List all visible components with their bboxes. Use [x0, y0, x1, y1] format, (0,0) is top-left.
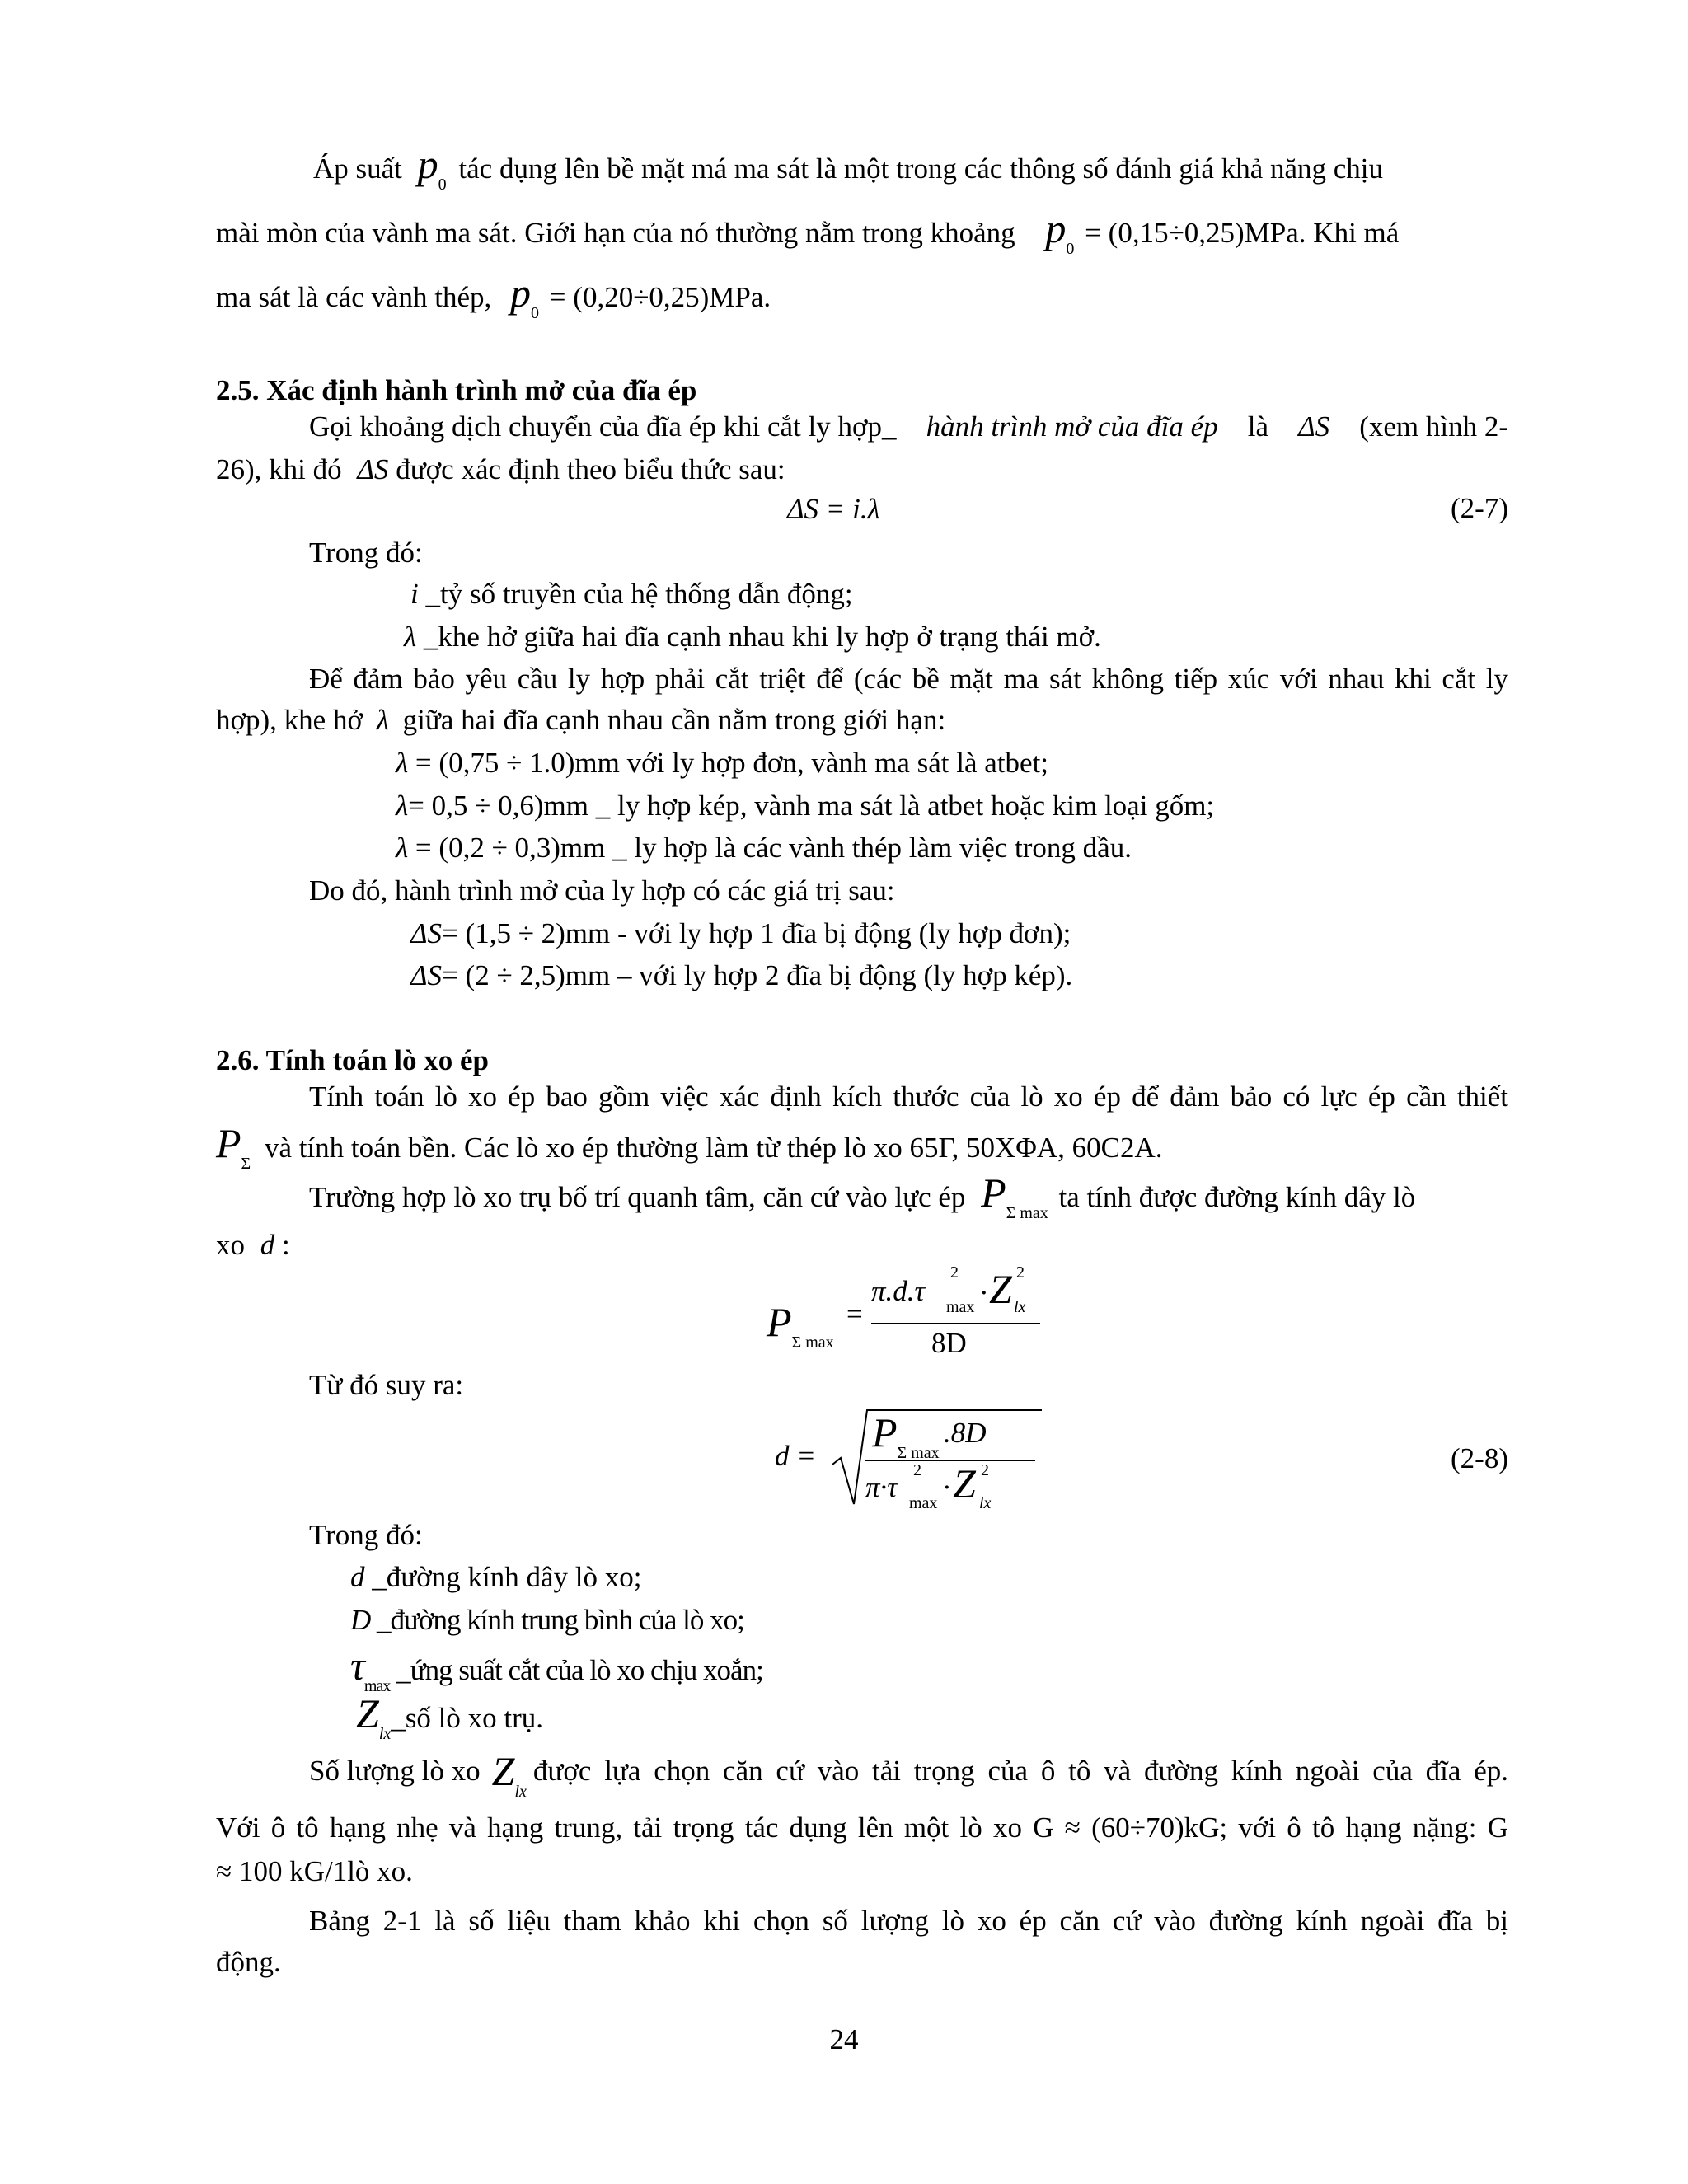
fraction-bar	[871, 1323, 1040, 1324]
text: = (2 ÷ 2,5)mm – với ly hợp 2 đĩa bị động (ly hợp kép).	[442, 959, 1073, 991]
page-number: 24	[829, 2023, 859, 2055]
p0-symbol	[1045, 205, 1075, 258]
s25-line-5: Do đó, hành trình mở của ly hợp có các giá trị sau:	[309, 874, 895, 907]
text: _số lò xo trụ.	[391, 1702, 543, 1734]
def-Z	[356, 1690, 543, 1751]
text: _ứng suất cắt của lò xo chịu xoắn;	[396, 1654, 763, 1686]
bullet-2	[396, 789, 1214, 823]
s26-line-6: Với ô tô hạng nhẹ và hạng trung, tải trọng tác dụng lên một lò xo G ≈ (60÷70)kG; với ô tô hạng nặng: G	[216, 1811, 1508, 1844]
text: Áp suất	[313, 152, 402, 185]
text: _khe hở giữa hai đĩa cạnh nhau khi ly hợp ở trạng thái mở.	[423, 621, 1101, 653]
text: Trường hợp lò xo trụ bố trí quanh tâm, căn cứ vào lực ép	[309, 1181, 966, 1213]
sub: 0	[438, 176, 447, 194]
bullet-1	[396, 746, 1048, 780]
text: Gọi khoảng dịch chuyển của đĩa ép khi cắt ly hợp_	[309, 410, 897, 443]
tau-symbol: τ	[350, 1643, 364, 1689]
i-symbol: i	[410, 578, 419, 610]
text: ma sát là các vành thép,	[216, 281, 492, 313]
section-heading-2-6: 2.6. Tính toán lò xo ép	[216, 1044, 489, 1076]
where-label-2: Trong đó:	[309, 1519, 423, 1551]
s25-line-1	[309, 410, 1508, 444]
d-symbol: d	[350, 1561, 365, 1593]
text: _tỷ số truyền của hệ thống dẫn động;	[425, 578, 853, 610]
def-D	[350, 1603, 744, 1638]
p: p	[510, 269, 532, 316]
z: Z	[491, 1748, 515, 1794]
text: :	[282, 1229, 290, 1261]
p0-symbol	[510, 269, 540, 322]
text: giữa hai đĩa cạnh nhau cần nằm trong giới hạn:	[402, 704, 946, 736]
sq: 2	[913, 1461, 921, 1479]
text: _đường kính trung bình của lò xo;	[377, 1604, 744, 1636]
p-sigma-max-symbol	[872, 1408, 940, 1463]
z-lx-symbol	[491, 1748, 527, 1809]
p: P	[767, 1299, 792, 1345]
p: p	[417, 141, 438, 187]
max: max	[946, 1298, 975, 1316]
sub: Σ	[241, 1155, 251, 1173]
text-italic: hành trình mở của đĩa ép	[926, 410, 1218, 443]
lambda-symbol: λ	[396, 747, 409, 779]
p: p	[1045, 205, 1067, 251]
text: (xem hình 2-	[1359, 410, 1508, 443]
delta-s: ΔS	[410, 917, 443, 949]
p1-line-3	[216, 269, 771, 330]
text: ta tính được đường kính dây lò	[1058, 1181, 1416, 1213]
equals: =	[846, 1298, 863, 1330]
text: _đường kính dây lò xo;	[372, 1561, 642, 1593]
s25-line-4	[216, 703, 945, 738]
text: mài mòn của vành ma sát. Giới hạn của nó thường nằm trong khoảng	[216, 217, 1015, 249]
s26-line-5	[309, 1748, 1508, 1809]
s25-line-3: Để đảm bảo yêu cầu ly hợp phải cắt triệt để (các bề mặt ma sát không tiếp xúc với nhau khi cắt ly	[309, 663, 1508, 695]
pi-tau: π·τ	[865, 1471, 898, 1503]
sq: 2	[950, 1263, 959, 1282]
delta-s: ΔS	[410, 959, 443, 991]
delta-s: ΔS	[357, 453, 389, 485]
sub: Σ max	[897, 1444, 940, 1462]
text: Số lượng lò xo	[309, 1755, 481, 1787]
p1-line-1	[313, 141, 1508, 202]
s26-line-4	[216, 1228, 290, 1263]
max: max	[363, 1677, 391, 1695]
equation-2-7: ΔS = i.λ	[787, 493, 880, 525]
lambda-symbol: λ	[404, 621, 417, 653]
lx: lx	[378, 1725, 392, 1743]
p-sigma-max-symbol	[981, 1169, 1048, 1222]
deduce-label: Từ đó suy ra:	[309, 1369, 464, 1401]
D-symbol: D	[350, 1604, 371, 1636]
text: và tính toán bền. Các lò xo ép thường làm từ thép lò xo 65Γ, 50XΦA, 60C2A.	[264, 1132, 1163, 1164]
def-lambda	[404, 620, 1101, 654]
equation-p-sigma-max	[767, 1265, 1047, 1364]
p: P	[981, 1169, 1006, 1216]
section-heading-2-5: 2.5. Xác định hành trình mở của đĩa ép	[216, 374, 697, 406]
sub: Σ max	[1006, 1204, 1048, 1222]
equation-number-2-7: (2-7)	[1451, 492, 1508, 524]
text: được lựa chọn căn cứ vào tải trọng của ô tô và đường kính ngoài của đĩa ép.	[532, 1755, 1508, 1787]
p0-symbol	[417, 141, 447, 194]
text: = (0,2 ÷ 0,3)mm _ ly hợp là các vành thép làm việc trong dầu.	[415, 832, 1132, 864]
dot: ·	[942, 1471, 952, 1503]
text: = (1,5 ÷ 2)mm - với ly hợp 1 đĩa bị động (ly hợp đơn);	[442, 917, 1071, 949]
text: = (0,20÷0,25)MPa.	[549, 281, 771, 313]
bullet-3	[396, 831, 1132, 865]
text: hợp), khe hở	[216, 704, 363, 736]
dot: ·	[979, 1277, 989, 1309]
text: tác dụng lên bề mặt má ma sát là một trong các thông số đánh giá khả năng chịu	[458, 152, 1384, 185]
value-2	[410, 958, 1072, 993]
lambda-symbol: λ	[396, 790, 409, 822]
lambda-symbol: λ	[396, 832, 409, 864]
def-i	[410, 577, 853, 612]
sub: lx	[514, 1783, 527, 1801]
p1-line-2	[216, 205, 1508, 266]
p: P	[872, 1409, 898, 1455]
sub: 0	[1066, 240, 1075, 258]
p-sigma-max-symbol	[767, 1298, 834, 1352]
def-d	[350, 1560, 641, 1595]
s26-line-8: Bảng 2-1 là số liệu tham khảo khi chọn số lượng lò xo ép căn cứ vào đường kính ngoài đĩa bị	[309, 1905, 1508, 1937]
s26-line-3	[309, 1169, 1508, 1230]
equation-2-8	[775, 1405, 1039, 1512]
s25-line-2	[216, 452, 785, 487]
text: = 0,5 ÷ 0,6)mm _ ly hợp kép, vành ma sát là atbet hoặc kim loại gốm;	[408, 790, 1215, 822]
text: 26), khi đó	[216, 453, 342, 485]
p: P	[216, 1120, 241, 1166]
d-symbol: d	[260, 1229, 275, 1261]
text: xo	[216, 1229, 245, 1261]
lx: lx	[979, 1494, 992, 1512]
fraction-bar	[865, 1460, 1035, 1461]
delta-s: ΔS	[1298, 410, 1330, 443]
eq1-numerator	[871, 1275, 925, 1308]
value-1	[410, 916, 1071, 951]
s26-line-1: Tính toán lò xo ép bao gồm việc xác định kích thước của lò xo ép để đảm bảo có lực ép cần thiết	[309, 1080, 1508, 1113]
z-symbol: Z	[953, 1460, 976, 1507]
s26-line-7: ≈ 100 kG/1lò xo.	[216, 1855, 413, 1887]
z-symbol: Z	[356, 1690, 379, 1736]
d-equals: d =	[775, 1440, 816, 1472]
equation-number-2-8: (2-8)	[1451, 1442, 1508, 1474]
text: là	[1247, 410, 1268, 443]
max: max	[909, 1494, 938, 1512]
sub: Σ max	[791, 1333, 834, 1352]
sub: 0	[531, 304, 540, 322]
text: = (0,75 ÷ 1.0)mm với ly hợp đơn, vành ma sát là atbet;	[415, 747, 1049, 779]
eq2-numerator-tail: .8D	[944, 1417, 987, 1449]
lambda-symbol: λ	[376, 704, 389, 736]
s26-line-9: động.	[216, 1946, 281, 1978]
lx: lx	[1014, 1298, 1026, 1316]
sq: 2	[981, 1461, 989, 1479]
pi-d-tau: π.d.τ	[871, 1275, 926, 1307]
def-tau	[350, 1643, 763, 1704]
eq1-denominator: 8D	[931, 1327, 967, 1359]
text: = (0,15÷0,25)MPa. Khi má	[1085, 217, 1400, 249]
z-symbol: Z	[989, 1266, 1012, 1312]
p-sigma-symbol	[216, 1120, 251, 1173]
where-label: Trong đó:	[309, 537, 423, 569]
text: được xác định theo biểu thức sau:	[396, 453, 785, 485]
sq: 2	[1016, 1263, 1025, 1282]
